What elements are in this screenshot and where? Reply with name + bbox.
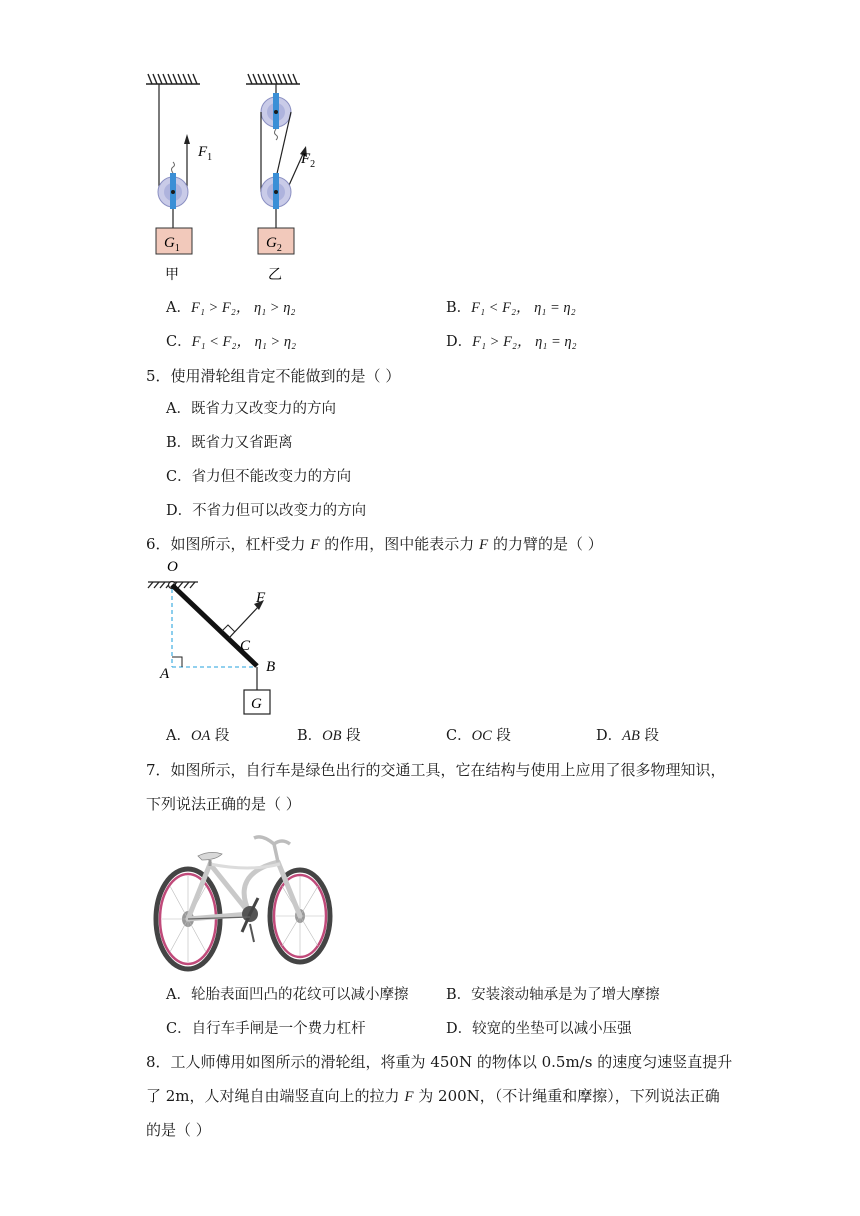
q6-option-b[interactable]: B．OB 段 — [297, 728, 361, 744]
q7-option-a[interactable]: A．轮胎表面凹凸的花纹可以减小摩擦 — [166, 987, 409, 1003]
ceiling-jia — [146, 74, 200, 84]
point-o-label: O — [167, 559, 178, 575]
weight-g2 — [258, 228, 294, 254]
q7-option-c[interactable]: C．自行车手闸是一个费力杠杆 — [166, 1021, 366, 1037]
q7-option-d[interactable]: D．较宽的坐垫可以减小压强 — [446, 1021, 632, 1037]
bicycle-image — [150, 824, 336, 976]
q8-line1: 8．工人师傅用如图所示的滑轮组，将重为 450N 的物体以 0.5m/s 的速度匀速竖直提升 — [146, 1053, 733, 1071]
f1-label: $F_1$ — [198, 144, 213, 163]
q4-option-b[interactable]: B．F₁ < F₂， η₁ = η₂ — [446, 300, 576, 316]
point-b-label: B — [266, 659, 276, 675]
point-a-label: A — [160, 666, 170, 682]
weight-g1 — [156, 228, 192, 254]
q7-option-b[interactable]: B．安装滚动轴承是为了增大摩擦 — [446, 987, 660, 1003]
svg-text:G1: $G_1$ — [164, 235, 180, 254]
q4-option-d[interactable]: D．F₁ > F₂， η₁ = η₂ — [446, 334, 577, 350]
q8-line2: 了 2m，人对绳自由端竖直向上的拉力 F 为 200N，（不计绳重和摩擦），下列说法正确 — [146, 1087, 720, 1105]
q5-stem: 5．使用滑轮组肯定不能做到的是（ ） — [146, 367, 401, 385]
force-f-label: F — [256, 590, 266, 606]
label-jia: 甲 — [165, 268, 179, 283]
label-yi: 乙 — [268, 268, 282, 283]
movable-pulley-jia — [158, 173, 188, 209]
pulley-figure — [140, 70, 340, 285]
q7-stem-line2: 下列说法正确的是（ ） — [146, 795, 301, 813]
lever-figure — [140, 556, 290, 718]
point-c-label: C — [240, 638, 251, 654]
q4-option-a[interactable]: A．F₁ > F₂， η₁ > η₂ — [166, 300, 296, 316]
q7-stem-line1: 7．如图所示，自行车是绿色出行的交通工具，它在结构与使用上应用了很多物理知识， — [146, 761, 726, 779]
q5-option-d[interactable]: D．不省力但可以改变力的方向 — [166, 503, 367, 519]
fixed-pulley-yi — [261, 93, 291, 129]
q5-option-c[interactable]: C．省力但不能改变力的方向 — [166, 469, 352, 485]
q6-option-d[interactable]: D．AB 段 — [596, 728, 659, 744]
svg-text:G2: $G_2$ — [266, 235, 282, 254]
q6-option-a[interactable]: A．OA 段 — [166, 728, 230, 744]
q8-line3: 的是（ ） — [146, 1121, 211, 1139]
ceiling-yi — [246, 74, 300, 84]
q5-option-b[interactable]: B．既省力又省距离 — [166, 435, 293, 451]
q6-option-c[interactable]: C．OC 段 — [446, 728, 511, 744]
movable-pulley-yi — [261, 173, 291, 209]
q5-option-a[interactable]: A．既省力又改变力的方向 — [166, 401, 336, 417]
svg-text:G: G — [251, 696, 262, 712]
q6-stem: 6．如图所示，杠杆受力 F 的作用，图中能表示力 F 的力臂的是（ ） — [146, 535, 603, 553]
q4-option-c[interactable]: C．F₁ < F₂， η₁ > η₂ — [166, 334, 297, 350]
f2-label: $F_2$ — [301, 151, 316, 170]
